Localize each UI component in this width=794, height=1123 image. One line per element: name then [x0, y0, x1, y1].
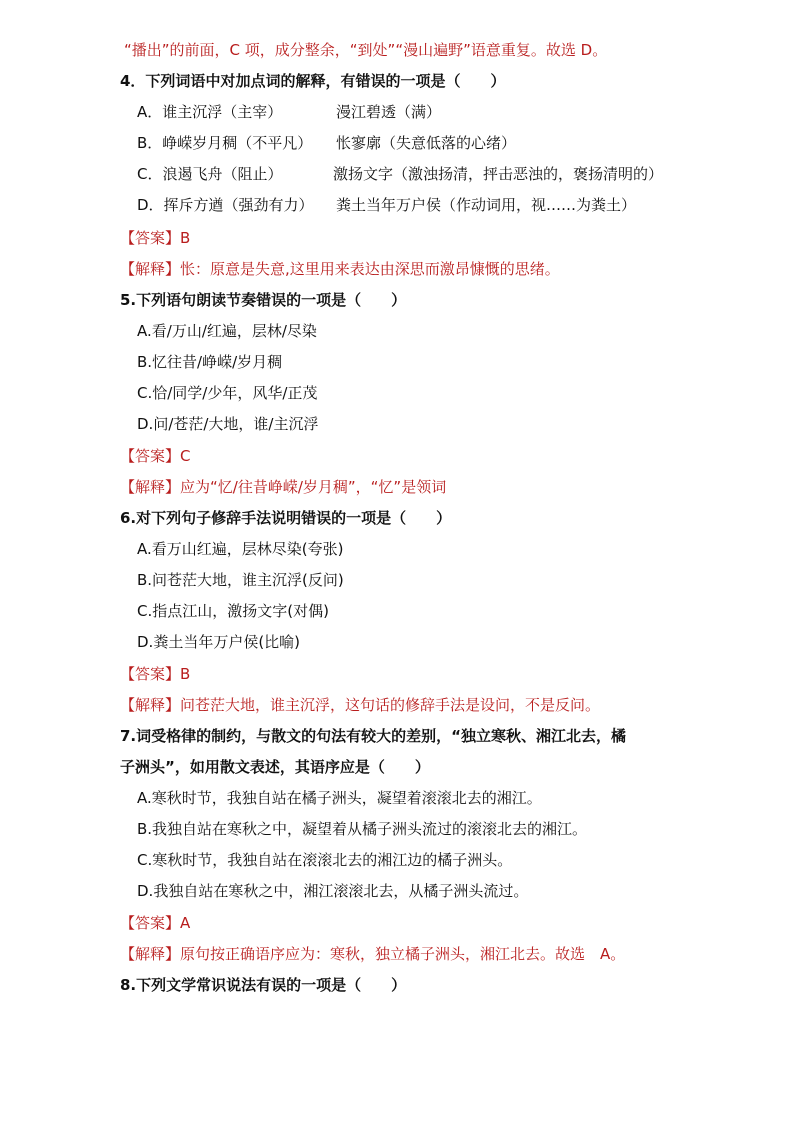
q5-explain: [120, 477, 446, 497]
answer-value: B: [180, 665, 191, 683]
q5-option-a: A.看/万山/红遍，层林/尽染: [137, 322, 317, 340]
question-7-stem-line2: 子洲头”，如用散文表述，其语序应是（ ）: [120, 758, 430, 776]
q4-option-b-left: B．峥嵘岁月稠（不平凡）: [137, 134, 313, 152]
q6-option-a: A.看万山红遍，层林尽染(夸张): [137, 540, 344, 558]
q7-option-d: D.我独自站在寒秋之中，湘江滚滚北去，从橘子洲头流过。: [137, 882, 529, 900]
q7-explain: [120, 944, 625, 964]
q4-option-a-right: 漫江碧透（满）: [336, 103, 442, 121]
q4-option-b-right: 怅寥廓（失意低落的心绪）: [336, 134, 517, 152]
explain-text: 怅：原意是失意,这里用来表达由深思而激昂慷慨的思绪。: [180, 260, 560, 278]
q6-option-d: D.粪土当年万户侯(比喻): [137, 633, 301, 651]
q5-option-c: C.恰/同学/少年，风华/正茂: [137, 384, 318, 402]
explain-text: 原句按正确语序应为：寒秋，独立橘子洲头，湘江北去。故选 A。: [180, 945, 626, 963]
explain-label: 【解释】: [120, 478, 181, 496]
q7-answer: [120, 913, 190, 933]
explain-text: 应为“忆/往昔峥嵘/岁月稠”，“忆”是领词: [180, 478, 447, 496]
q7-option-a: A.寒秋时节，我独自站在橘子洲头，凝望着滚滚北去的湘江。: [137, 789, 542, 807]
question-8-stem: 8.下列文学常识说法有误的一项是（ ）: [120, 976, 407, 994]
answer-value: C: [180, 447, 191, 465]
q7-option-c: C.寒秋时节，我独自站在滚滚北去的湘江边的橘子洲头。: [137, 851, 513, 869]
question-6-stem: 6.对下列句子修辞手法说明错误的一项是（ ）: [120, 509, 452, 527]
explain-label: 【解释】: [120, 696, 181, 714]
q4-option-d: [137, 195, 637, 215]
q4-option-a: [137, 102, 442, 122]
q6-answer: [120, 664, 190, 684]
answer-value: A: [180, 914, 191, 932]
q6-option-b: B.问苍茫大地，谁主沉浮(反问): [137, 571, 344, 589]
q4-option-b: [137, 133, 517, 153]
q4-option-c-right: 激扬文字（激浊扬清，抨击恶浊的，褒扬清明的）: [333, 165, 664, 183]
q6-explain: [120, 695, 600, 715]
question-4-stem: 4．下列词语中对加点词的解释，有错误的一项是（ ）: [120, 72, 506, 90]
q5-answer: [120, 446, 191, 466]
q4-option-d-left: D．挥斥方遒（强劲有力）: [137, 196, 314, 214]
q6-option-c: C.指点江山，激扬文字(对偶): [137, 602, 329, 620]
answer-label: 【答案】: [120, 447, 181, 465]
q4-answer: [120, 228, 190, 248]
q7-option-b: B.我独自站在寒秋之中，凝望着从橘子洲头流过的滚滚北去的湘江。: [137, 820, 588, 838]
q4-option-c-left: C．浪遏飞舟（阻止）: [137, 165, 283, 183]
explain-text: 问苍茫大地，谁主沉浮，这句话的修辞手法是设问，不是反问。: [180, 696, 601, 714]
intro-line: “播出”的前面，C 项，成分整余，“到处”“漫山遍野”语意重复。故选 D。: [124, 41, 608, 59]
q4-explain: [120, 259, 560, 279]
answer-value: B: [180, 229, 191, 247]
explain-label: 【解释】: [120, 260, 181, 278]
q4-option-d-right: 粪土当年万户侯（作动词用，视……为粪土）: [336, 196, 637, 214]
explain-label: 【解释】: [120, 945, 181, 963]
q5-option-d: D.问/苍茫/大地，谁/主沉浮: [137, 415, 319, 433]
q5-option-b: B.忆往昔/峥嵘/岁月稠: [137, 353, 283, 371]
question-5-stem: 5.下列语句朗读节奏错误的一项是（ ）: [120, 291, 407, 309]
question-7-stem-line1: 7.词受格律的制约，与散文的句法有较大的差别，“独立寒秋、湘江北去，橘: [120, 727, 626, 745]
q4-option-c: [137, 164, 664, 184]
answer-label: 【答案】: [120, 229, 181, 247]
answer-label: 【答案】: [120, 914, 181, 932]
q4-option-a-left: A．谁主沉浮（主宰）: [137, 103, 283, 121]
answer-label: 【答案】: [120, 665, 181, 683]
